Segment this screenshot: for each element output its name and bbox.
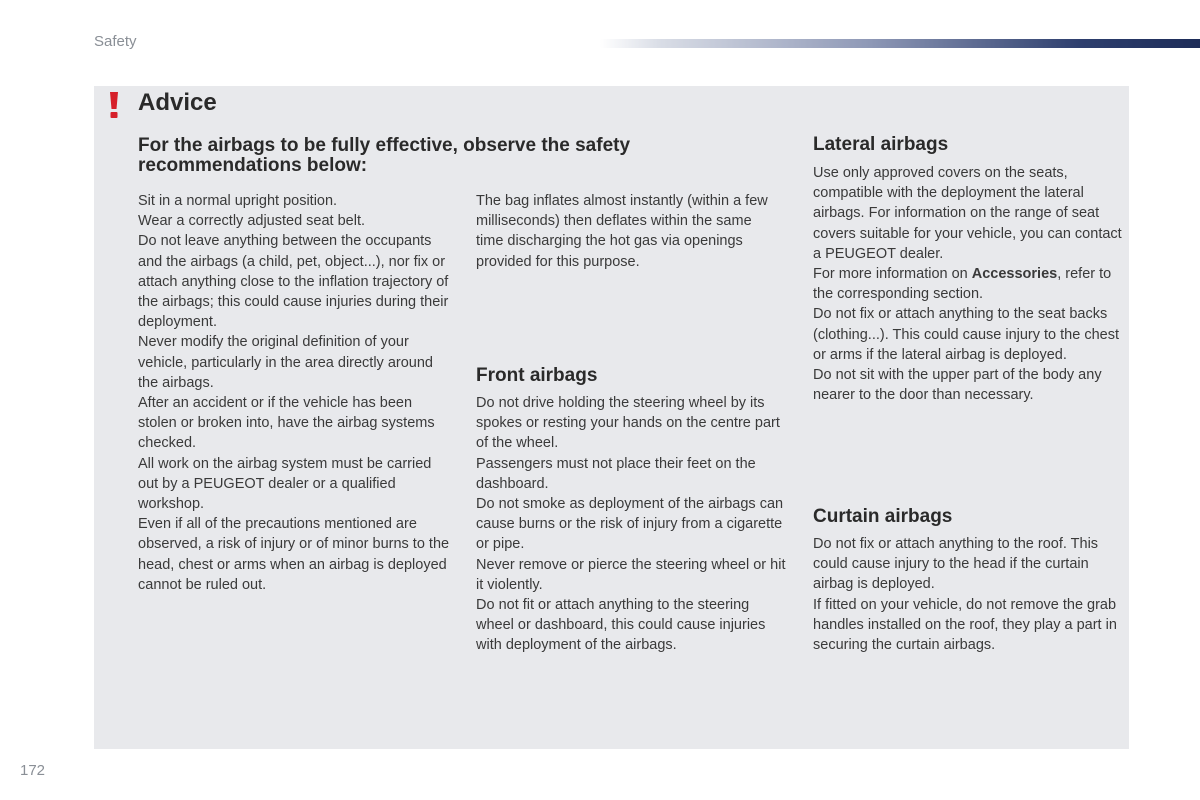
paragraph: Even if all of the precautions mentioned are observed, a risk of injury or of minor burns to the head, chest or arms when an airbag is deployed cannot be ruled out. (138, 516, 450, 593)
lateral-airbags-heading: Lateral airbags (813, 134, 949, 155)
paragraph: All work on the airbag system must be carried out by a PEUGEOT dealer or a qualified workshop. (138, 455, 432, 513)
lateral-airbags-section (813, 163, 1125, 405)
front-airbags-section (476, 393, 790, 656)
paragraph: After an accident or if the vehicle has been stolen or broken into, have the airbag systems checked. (138, 395, 435, 452)
paragraph: Do not sit with the upper part of the body any nearer to the door than necessary. (813, 367, 1102, 404)
text: For more information on (813, 266, 972, 283)
text: , refer to the corresponding section. (813, 266, 1112, 303)
paragraph: Do not smoke as deployment of the airbags can cause burns or the risk of injury from a cigarette or pipe. (476, 496, 784, 553)
intro-heading: For the airbags to be fully effective, observe the safety recommendations below: (138, 135, 631, 176)
paragraph: Do not fix or attach anything to the roof. This could cause injury to the head if the curtain airbag is deployed. (813, 536, 1099, 593)
paragraph: Use only approved covers on the seats, compatible with the deployment the lateral airbags. For information on the range of seat covers suitable for your vehicle, you can contact a PEUGEOT dealer. (813, 165, 1122, 262)
paragraph: Passengers must not place their feet on the dashboard. (476, 455, 756, 492)
paragraph: Sit in a normal upright position. (138, 193, 338, 209)
paragraph: The bag inflates almost instantly (within a few milliseconds) then deflates within the same time discharging the hot gas via openings provided for this purpose. (476, 193, 768, 270)
paragraph: Do not drive holding the steering wheel by its spokes or resting your hands on the centre part of the wheel. (476, 395, 780, 452)
page-number: 172 (20, 762, 46, 779)
exclamation-warning-icon (106, 90, 122, 120)
paragraph (813, 264, 1125, 304)
paragraph: If fitted on your vehicle, do not remove the grab handles installed on the roof, they play a part in securing the curtain airbags. (813, 596, 1117, 654)
paragraph: Never modify the original definition of your vehicle, particularly in the area directly around the airbags. (138, 334, 433, 391)
front-airbags-heading: Front airbags (476, 365, 598, 386)
paragraph: Wear a correctly adjusted seat belt. (138, 213, 366, 230)
paragraph: Do not leave anything between the occupants and the airbags (a child, pet, object...), nor fix or attach anything close to the inflation trajectory of the airbags; this could cause injuries during their deployment. (138, 233, 449, 331)
accessories-label: Accessories (971, 266, 1058, 283)
paragraph: Do not fix or attach anything to the seat backs (clothing...). This could cause injury to the chest or arms if the lateral airbag is deployed. (813, 306, 1119, 363)
header-bar (600, 39, 1200, 48)
inflation-note (476, 191, 768, 272)
section-title: Safety (94, 33, 137, 50)
paragraph: Do not fit or attach anything to the steering wheel or dashboard, this could cause injuries with deployment of the airbags. (476, 597, 766, 654)
advice-title: Advice (138, 89, 217, 116)
curtain-airbags-section (813, 534, 1125, 655)
curtain-airbags-heading: Curtain airbags (813, 506, 953, 527)
paragraph: Never remove or pierce the steering wheel or hit it violently. (476, 556, 786, 593)
column-general-advice (138, 191, 450, 595)
